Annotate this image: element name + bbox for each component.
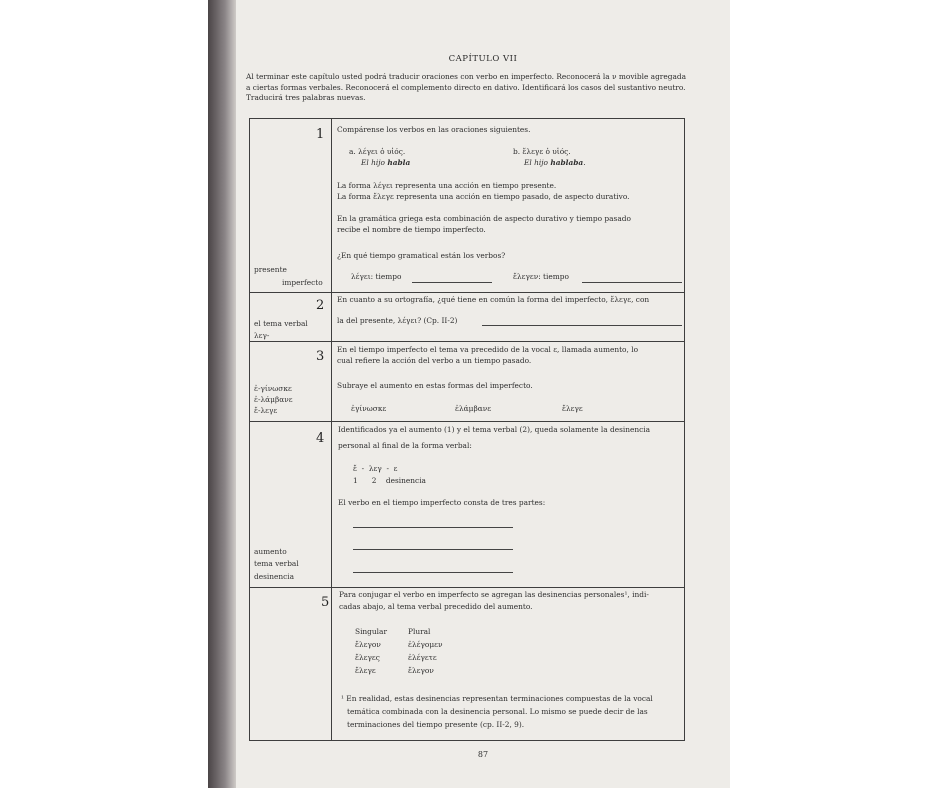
example-b-translation: El hijo hablaba. (524, 158, 586, 167)
frame4-labels: 1 2 desinencia (353, 476, 426, 485)
frame3-word-3: ἔλεγε (562, 404, 583, 413)
chapter-title: CAPÍTULO VII (448, 54, 518, 64)
frame2-answer-1: el tema verbal (254, 319, 308, 328)
plural-form-1: ἐλέγομεν (408, 640, 443, 649)
frame5-line1: Para conjugar el verbo en imperfecto se agregan las desinencias personales¹, indi- (339, 590, 649, 599)
frame1-instruction: Compárense los verbos en las oraciones siguientes. (337, 125, 531, 134)
frame1-q-b: ἔλεγεν: tiempo (513, 272, 569, 281)
page-number: 87 (477, 750, 489, 759)
answer-blank[interactable] (353, 549, 513, 550)
frame1-line3: En la gramática griega esta combinación de aspecto durativo y tiempo pasado (337, 214, 631, 223)
answer-blank[interactable] (353, 527, 513, 528)
frame3-instruction: Subraye el aumento en estas formas del imperfecto. (337, 381, 533, 390)
book-spine-shadow (208, 0, 236, 788)
frame3-word-2: ἐλάμβανε (455, 404, 492, 413)
frame4-parts: ἔ - λεγ - ε (353, 464, 398, 473)
frame-number-2: 2 (316, 298, 325, 313)
example-b-greek: b. ἔλεγε ὁ υἱός. (513, 147, 571, 156)
frame2-answer-2: λεγ- (254, 331, 270, 340)
frame1-line2: La forma ἔλεγε representa una acción en tiempo pasado, de aspecto durativo. (337, 192, 630, 201)
singular-form-1: ἔλεγον (355, 640, 381, 649)
chapter-intro: Al terminar este capítulo usted podrá traducir oraciones con verbo en imperfecto. Reconocerá la ν movible agregada a ciertas formas verbales. Reconocerá el complemento directo en dativo. Identificará los casos del sustantivo neutro. Traducirá tres palabras nuevas. (246, 72, 686, 103)
frame4-line3: El verbo en el tiempo imperfecto consta de tres partes: (338, 498, 546, 507)
frame4-answer-1: aumento (254, 547, 287, 556)
frame-divider-4 (249, 587, 685, 588)
frame5-line2: cadas abajo, al tema verbal precedido del aumento. (339, 602, 533, 611)
frame-number-1: 1 (316, 127, 325, 142)
example-a-translation: El hijo habla (361, 158, 411, 167)
frame1-answer-1: presente (254, 265, 287, 274)
frame-number-5: 5 (321, 595, 330, 610)
plural-form-3: ἔλεγον (408, 666, 434, 675)
frame3-answer-2: ἐ-λάμβανε (254, 395, 293, 404)
frame-divider-2 (249, 341, 685, 342)
frame3-line2: cual refiere la acción del verbo a un tiempo pasado. (337, 356, 532, 365)
frame1-question: ¿En qué tiempo gramatical están los verbos? (337, 251, 506, 260)
frame1-line4: recibe el nombre de tiempo imperfecto. (337, 225, 486, 234)
frame-divider-1 (249, 292, 685, 293)
plural-header: Plural (408, 627, 431, 636)
answer-blank[interactable] (582, 282, 682, 283)
frame-number-4: 4 (316, 431, 325, 446)
singular-form-2: ἔλεγες (355, 653, 380, 662)
frame4-answer-2: tema verbal (254, 559, 299, 568)
answer-column-divider (331, 118, 332, 741)
frame-divider-3 (249, 421, 685, 422)
frame2-line2: la del presente, λέγει? (Cp. II-2) (337, 316, 458, 325)
frame4-line1: Identificados ya el aumento (1) y el tema verbal (2), queda solamente la desinencia (338, 425, 651, 434)
frame4-answer-3: desinencia (254, 572, 295, 581)
frame4-line2: personal al final de la forma verbal: (338, 441, 472, 450)
frame1-q-a: λέγει: tiempo (351, 272, 402, 281)
example-a-greek: a. λέγει ὁ υἱός. (349, 147, 406, 156)
frame-number-3: 3 (316, 349, 325, 364)
frame3-line1: En el tiempo imperfecto el tema va precedido de la vocal ε, llamada aumento, lo (337, 345, 639, 354)
singular-header: Singular (355, 627, 387, 636)
footnote-line-3: terminaciones del tiempo presente (cp. II-2, 9). (347, 720, 525, 729)
singular-form-3: ἔλεγε (355, 666, 376, 675)
plural-form-2: ἐλέγετε (408, 653, 437, 662)
answer-blank[interactable] (482, 325, 682, 326)
frame3-answer-1: ἐ-γίνωσκε (254, 384, 292, 393)
frame1-answer-2: imperfecto (282, 278, 323, 287)
frame2-line1: En cuanto a su ortografía, ¿qué tiene en común la forma del imperfecto, ἔλεγε, con (337, 295, 650, 304)
frame1-line1: La forma λέγει representa una acción en tiempo presente. (337, 181, 557, 190)
frame3-word-1: ἐγίνωσκε (351, 404, 387, 413)
footnote-line-1: ¹ En realidad, estas desinencias representan terminaciones compuestas de la vocal (341, 694, 653, 703)
footnote-line-2: temática combinada con la desinencia personal. Lo mismo se puede decir de las (347, 707, 648, 716)
frame3-answer-3: ἔ-λεγε (254, 406, 278, 415)
answer-blank[interactable] (412, 282, 492, 283)
answer-blank[interactable] (353, 572, 513, 573)
